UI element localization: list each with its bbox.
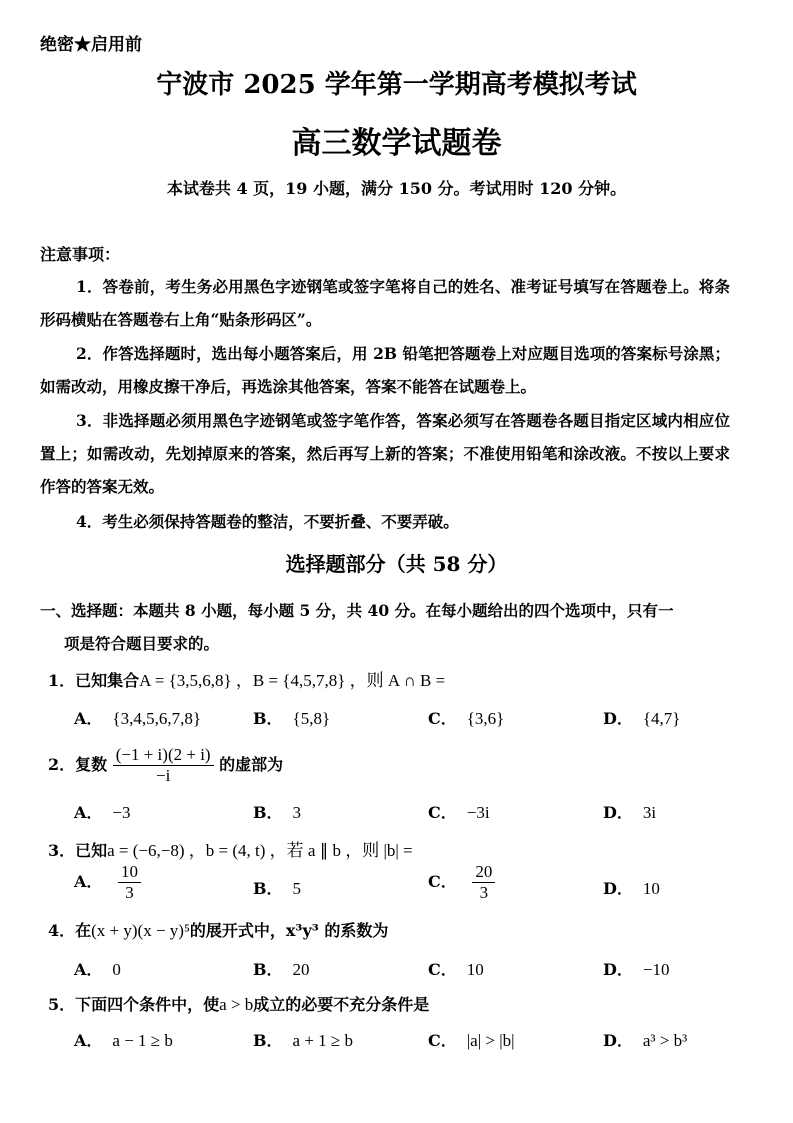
question-3-option-a-fraction: $\frac{10}{3}$ — [118, 862, 141, 903]
exam-title: 宁波市 2025 学年第一学期高考模拟考试 — [156, 70, 637, 100]
question-1-option-a[interactable]: A． {3,4,5,6,7,8} — [74, 709, 201, 728]
paper-info: 本试卷共 4 页，19 小题，满分 150 分。考试用时 120 分钟。 — [166, 179, 627, 198]
question-2-option-a[interactable]: A． −3 — [74, 803, 131, 822]
question-5-prefix: 5．下面四个条件中，使 — [48, 995, 220, 1014]
question-5-option-b[interactable]: B． a + 1 ≥ b — [253, 1031, 353, 1050]
question-1-prefix: 1．已知集合 — [48, 671, 140, 690]
question-3-math: a = (−6,−8) ，b = (4, t) ，若 a ∥ b ，则 |b| = — [107, 841, 413, 860]
question-2-suffix: 的虚部为 — [219, 755, 284, 774]
question-4-suffix: 的展开式中，x³y³ 的系数为 — [189, 921, 389, 940]
notice-item-1: 1．答卷前，考生务必用黑色字迹钢笔或签字笔将自己的姓名、准考证号填写在答题卷上。将条形码横贴在答题卷右上角“贴条形码区”。 — [40, 277, 730, 329]
question-4-option-c[interactable]: C． 10 — [428, 960, 484, 979]
question-1-option-c[interactable]: C． {3,6} — [428, 709, 505, 728]
question-4-stem — [48, 918, 388, 941]
secret-label: 绝密★启用前 — [40, 35, 142, 55]
question-1-math: A = {3,5,6,8} ，B = {4,5,7,8} ，则 A ∩ B = — [139, 671, 446, 690]
question-1-option-d[interactable]: D． {4,7} — [603, 709, 681, 728]
question-4-option-d[interactable]: D． −10 — [603, 960, 670, 979]
section-intro-line-2: 项是符合题目要求的。 — [64, 634, 220, 653]
notice-item-2: 2．作答选择题时，选出每小题答案后，用 2B 铅笔把答题卷上对应题目选项的答案标号涂黑；如需改动，用橡皮擦干净后，再选涂其他答案，答案不能答在试题卷上。 — [40, 344, 730, 396]
question-2-fraction: $\frac{(-1 + i)(2 + i)}{-i}$ — [113, 745, 214, 786]
question-2-prefix: 2．复数 — [48, 755, 108, 774]
question-5-option-c[interactable]: C． |a| > |b| — [428, 1031, 515, 1050]
notice-heading: 注意事项： — [40, 245, 121, 264]
question-3-option-d[interactable]: D． 10 — [603, 879, 660, 898]
question-1-stem — [48, 666, 445, 691]
question-4-option-a[interactable]: A． 0 — [74, 960, 121, 979]
question-4-option-b[interactable]: B． 20 — [253, 960, 310, 979]
question-5-stem — [48, 992, 429, 1015]
question-2-option-b[interactable]: B． 3 — [253, 803, 302, 822]
question-5-option-d[interactable]: D． a³ > b³ — [603, 1031, 688, 1050]
question-5-suffix: 成立的必要不充分条件是 — [253, 995, 430, 1014]
notice-item-3: 3．非选择题必须用黑色字迹钢笔或签字笔作答，答案必须写在答题卷各题目指定区域内相应位置上；如需改动，先划掉原来的答案，然后再写上新的答案；不准使用铅笔和涂改液。不按以上要求作答的答案无效。 — [40, 411, 730, 496]
section-intro-line-1: 一、选择题：本题共 8 小题，每小题 5 分，共 40 分。在每小题给出的四个选项中，只有一 — [40, 601, 674, 620]
question-3-stem — [48, 836, 413, 861]
question-3-option-b[interactable]: B． 5 — [253, 879, 302, 898]
question-3-option-c[interactable]: C． $\frac{20}{3}$ — [428, 862, 495, 903]
question-3-option-a[interactable]: A． $\frac{10}{3}$ — [74, 862, 141, 903]
question-2-option-c[interactable]: C． −3i — [428, 803, 490, 822]
section-title: 选择题部分（共 58 分） — [285, 552, 508, 576]
question-4-prefix: 4．在 — [48, 921, 92, 940]
question-1-option-b[interactable]: B． {5,8} — [253, 709, 331, 728]
question-5-math: a > b — [219, 995, 254, 1014]
section-intro — [40, 594, 730, 660]
question-3-option-c-fraction: $\frac{20}{3}$ — [472, 862, 495, 903]
question-3-prefix: 3．已知 — [48, 841, 108, 860]
question-5-option-a[interactable]: A． a − 1 ≥ b — [74, 1031, 173, 1050]
paper-title: 高三数学试题卷 — [291, 126, 502, 161]
question-2-stem — [48, 745, 283, 786]
question-4-math: (x + y)(x − y)⁵ — [91, 921, 190, 940]
notice-item-4: 4．考生必须保持答题卷的整洁，不要折叠、不要弄破。 — [76, 512, 459, 531]
question-2-option-d[interactable]: D． 3i — [603, 803, 657, 822]
